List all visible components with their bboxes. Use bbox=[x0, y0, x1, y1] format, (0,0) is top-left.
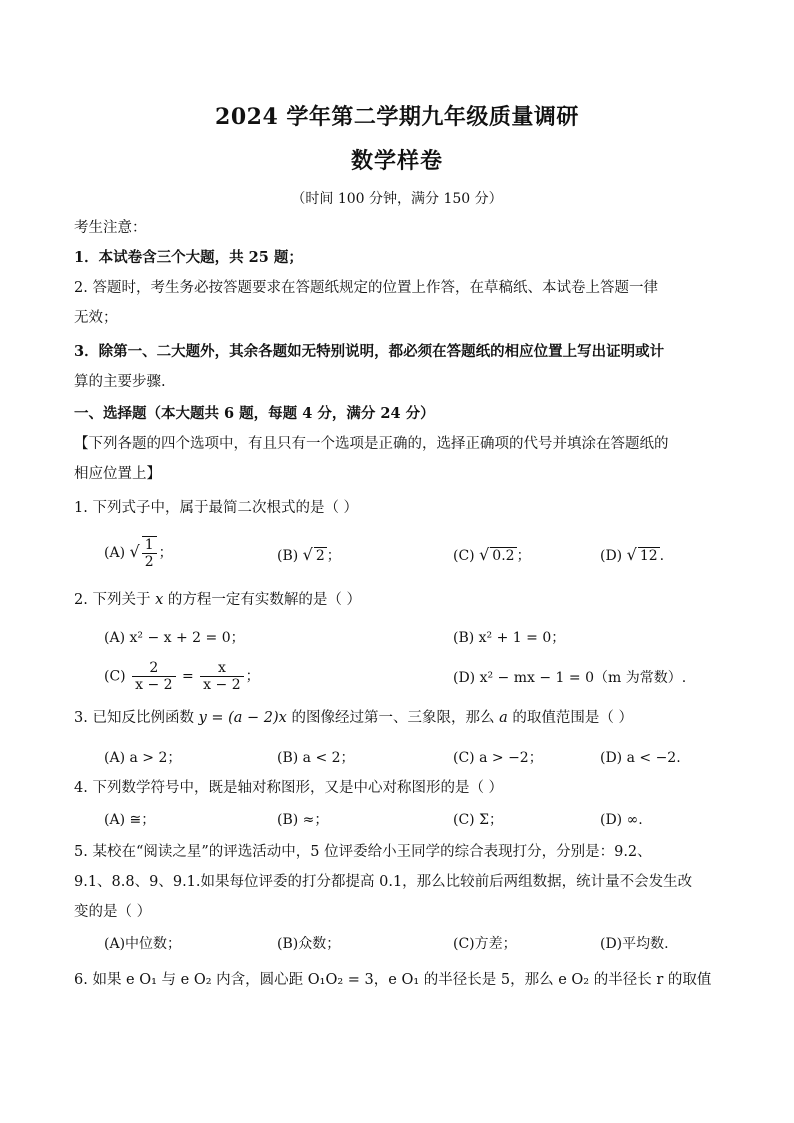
q2-c-numerator-1: 2 bbox=[132, 660, 175, 677]
q1-option-c bbox=[453, 545, 531, 566]
sqrt-icon: √ bbox=[479, 545, 490, 564]
q3-stem-var: a bbox=[499, 710, 508, 726]
q1-a-denominator: 2 bbox=[144, 554, 154, 570]
q2-stem-var: x bbox=[155, 592, 164, 608]
section-1-instruction-line-1: 【下列各题的四个选项中，有且只有一个选项是正确的，选择正确项的代号并填涂在答题纸的 bbox=[74, 436, 669, 452]
notice-item-1: 1．本试卷含三个大题，共 25 题； bbox=[74, 249, 303, 266]
q3-stem-end: 的取值范围是（ ） bbox=[507, 710, 633, 726]
q4-option-b: (B) ≈； bbox=[277, 812, 329, 828]
q1-d-radicand: 12 bbox=[639, 548, 658, 564]
exam-info: （时间 100 分钟，满分 150 分） bbox=[291, 191, 503, 207]
q4-option-c: (C) Σ； bbox=[453, 812, 503, 828]
q2-c-tail: ； bbox=[245, 668, 260, 685]
notice-item-3-line-2: 算的主要步骤. bbox=[74, 374, 166, 390]
q2-option-c bbox=[104, 660, 260, 693]
notice-item-3-line-1: 3．除第一、二大题外，其余各题如无特别说明，都必须在答题纸的相应位置上写出证明或计 bbox=[74, 343, 665, 360]
q3-stem bbox=[74, 708, 724, 728]
section-1-instruction-line-2: 相应位置上】 bbox=[74, 466, 161, 482]
q2-option-a: (A) x² − x + 2 = 0； bbox=[104, 630, 245, 646]
q1-c-label: (C) bbox=[453, 548, 475, 564]
q2-stem bbox=[74, 590, 724, 610]
q3-option-c: (C) a > −2； bbox=[453, 750, 543, 766]
exam-title: 2024 学年第二学期九年级质量调研 bbox=[215, 104, 579, 130]
q1-c-tail: ； bbox=[516, 548, 531, 564]
sqrt-icon: √ bbox=[129, 542, 140, 561]
q5-option-b: (B)众数； bbox=[277, 936, 341, 952]
notice-item-2-line-2: 无效； bbox=[74, 310, 118, 326]
q1-option-d bbox=[600, 545, 664, 566]
q1-option-b bbox=[277, 545, 341, 566]
notice-heading: 考生注意： bbox=[74, 220, 147, 236]
notice-item-2-line-1: 2. 答题时，考生务必按答题要求在答题纸规定的位置上作答，在草稿纸、本试卷上答题一律 bbox=[74, 280, 658, 296]
q4-stem: 4. 下列数学符号中，既是轴对称图形，又是中心对称图形的是（ ） bbox=[74, 780, 504, 796]
q1-option-a bbox=[104, 536, 173, 570]
q1-stem: 1. 下列式子中，属于最简二次根式的是（ ） bbox=[74, 500, 359, 516]
q2-c-label: (C) bbox=[104, 668, 126, 685]
q3-stem-pre: 3. 已知反比例函数 bbox=[74, 710, 199, 726]
q1-b-label: (B) bbox=[277, 548, 299, 564]
q5-stem-line-3: 变的是（ ） bbox=[74, 904, 152, 920]
q3-option-b: (B) a < 2； bbox=[277, 750, 355, 766]
q5-option-a: (A)中位数； bbox=[104, 936, 182, 952]
q1-b-tail: ； bbox=[326, 548, 341, 564]
q1-d-label: (D) bbox=[600, 548, 623, 564]
q2-option-d: (D) x² − mx − 1 = 0（m 为常数）. bbox=[453, 670, 687, 686]
q3-option-d: (D) a < −2. bbox=[600, 750, 681, 766]
q4-option-d: (D) ∞. bbox=[600, 812, 643, 828]
q1-d-tail: . bbox=[659, 548, 665, 564]
q2-c-denominator-2: x − 2 bbox=[203, 677, 241, 693]
q2-c-numerator-2: x bbox=[200, 660, 243, 677]
q2-stem-pre: 2. 下列关于 bbox=[74, 592, 156, 608]
exam-subtitle: 数学样卷 bbox=[350, 148, 443, 174]
q2-c-denominator-1: x − 2 bbox=[135, 677, 173, 693]
sqrt-icon: √ bbox=[302, 545, 313, 564]
q3-option-a: (A) a > 2； bbox=[104, 750, 182, 766]
q1-c-radicand: 0.2 bbox=[492, 548, 515, 564]
q2-c-equals: = bbox=[181, 668, 194, 685]
q4-option-a: (A) ≅； bbox=[104, 812, 156, 828]
q2-option-b: (B) x² + 1 = 0； bbox=[453, 630, 566, 646]
q1-b-radicand: 2 bbox=[315, 548, 325, 564]
q5-option-d: (D)平均数. bbox=[600, 936, 669, 952]
q5-stem-line-1: 5. 某校在“阅读之星”的评选活动中，5 位评委给小王同学的综合表现打分，分别是：9.2、 bbox=[74, 844, 652, 860]
q3-stem-expr: y = (a − 2)x bbox=[198, 710, 287, 726]
q2-stem-post: 的方程一定有实数解的是（ ） bbox=[163, 592, 361, 608]
q5-option-c: (C)方差； bbox=[453, 936, 517, 952]
q3-stem-post: 的图像经过第一、三象限，那么 bbox=[286, 710, 500, 726]
sqrt-icon: √ bbox=[626, 545, 637, 564]
section-1-heading: 一、选择题（本大题共 6 题，每题 4 分，满分 24 分） bbox=[74, 405, 435, 422]
q1-a-label: (A) bbox=[104, 545, 126, 561]
q1-a-numerator: 1 bbox=[142, 537, 157, 554]
q6-stem: 6. 如果 e O₁ 与 e O₂ 内含，圆心距 O₁O₂ = 3，e O₁ 的半径长是 5，那么 e O₂ 的半径长 r 的取值 bbox=[74, 972, 712, 988]
q5-stem-line-2: 9.1、8.8、9、9.1.如果每位评委的打分都提高 0.1，那么比较前后两组数据，统计量不会发生改 bbox=[74, 874, 693, 890]
q1-a-tail: ； bbox=[158, 545, 173, 561]
